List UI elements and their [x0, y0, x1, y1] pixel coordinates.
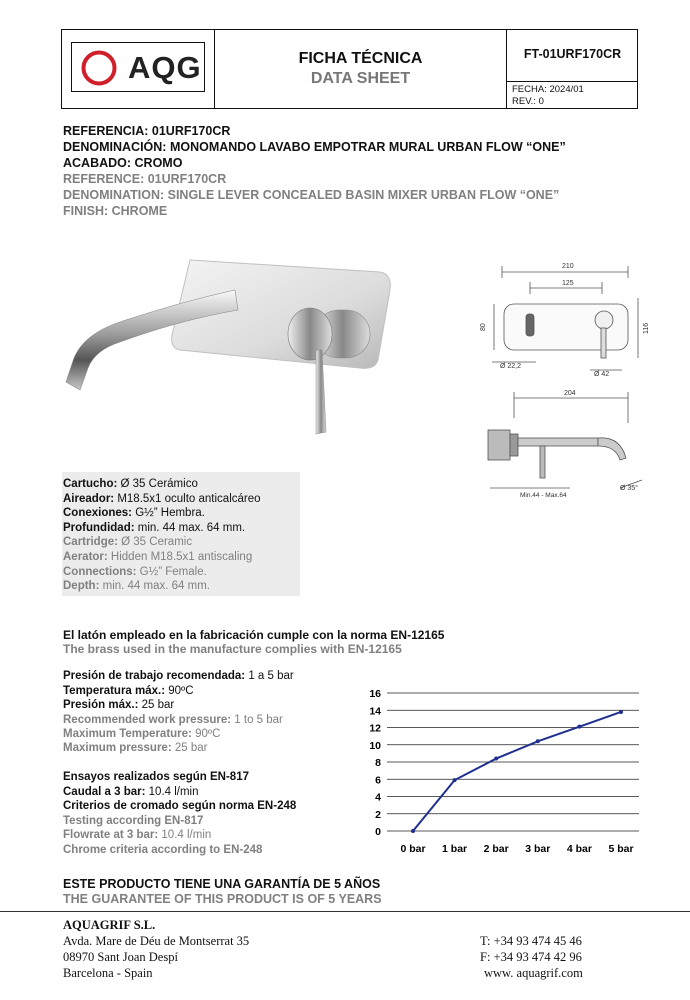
- dim-210: 210: [562, 263, 574, 270]
- finish-en: FINISH: CHROME: [63, 204, 168, 218]
- logo-text: AQG: [128, 50, 202, 85]
- x-tick-label: 5 bar: [608, 843, 634, 855]
- data-point: [411, 829, 415, 833]
- reference-en: REFERENCE: 01URF170CR: [63, 172, 227, 186]
- y-tick-label: 14: [369, 705, 381, 718]
- pressure-line-5: Maximum Temperature: 90ºC: [63, 728, 221, 740]
- title-es: FICHA TÉCNICA: [298, 50, 423, 67]
- tests-line-3: Criterios de cromado según norma EN-248: [63, 800, 297, 812]
- divider: [507, 81, 638, 82]
- tests-line-4: Testing according EN-817: [63, 815, 204, 827]
- footer-divider: [0, 911, 690, 912]
- brass-es: El latón empleado en la fabricación cumple con la norma EN-12165: [63, 628, 445, 642]
- pressure-line-6: Maximum pressure: 25 bar: [63, 742, 208, 754]
- spec-aerator: Aerator: Hidden M18.5x1 antiscaling: [63, 550, 253, 563]
- data-point: [536, 739, 540, 743]
- dim-80: 80: [480, 323, 487, 331]
- y-tick-label: 10: [369, 739, 381, 752]
- pressure-line-2: Temperatura máx.: 90ºC: [63, 685, 194, 697]
- logo: [71, 42, 205, 92]
- finish-es: ACABADO: CROMO: [63, 156, 183, 170]
- tests-line-5: Flowrate at 3 bar: 10.4 l/min: [63, 829, 212, 841]
- spec-depth: Depth: min. 44 max. 64 mm.: [63, 580, 210, 593]
- address-line-1: Avda. Mare de Déu de Montserrat 35: [63, 934, 250, 948]
- dim-42: Ø 42: [594, 371, 610, 378]
- data-point: [577, 725, 581, 729]
- fax: F: +34 93 474 42 96: [480, 950, 582, 964]
- spec-conexiones: Conexiones: G½” Hembra.: [63, 507, 205, 520]
- y-tick-label: 12: [369, 722, 381, 735]
- code-cell: [507, 30, 638, 108]
- flow-chart: [355, 683, 645, 858]
- y-tick-label: 16: [369, 688, 381, 700]
- dim-116: 116: [643, 322, 650, 334]
- spec-box: [62, 472, 300, 596]
- pressure-line-4: Recommended work pressure: 1 to 5 bar: [63, 714, 283, 726]
- x-tick-label: 3 bar: [525, 843, 551, 855]
- y-tick-label: 0: [375, 826, 381, 838]
- x-tick-label: 1 bar: [442, 843, 468, 855]
- spec-connections: Connections: G½” Female.: [63, 565, 207, 578]
- spec-cartridge: Cartridge: Ø 35 Ceramic: [63, 536, 193, 549]
- tests-line-1: Ensayos realizados según EN-817: [63, 771, 249, 783]
- y-tick-label: 8: [375, 757, 381, 769]
- address-line-2: 08970 Sant Joan Despí: [63, 950, 178, 964]
- spec-cartucho: Cartucho: Ø 35 Cerámico: [63, 478, 198, 490]
- address-line-3: Barcelona - Spain: [63, 966, 153, 980]
- logo-ring-icon: [80, 49, 118, 87]
- company-name: AQUAGRIF S.L.: [63, 918, 156, 932]
- title-cell: [215, 30, 507, 108]
- technical-drawing: [470, 258, 660, 503]
- guarantee-es: ESTE PRODUCTO TIENE UNA GARANTÍA DE 5 AÑOS: [63, 877, 381, 891]
- product-image: [60, 250, 400, 440]
- data-point: [619, 710, 623, 714]
- dim-angle: Ø 35°: [620, 485, 638, 492]
- phone: T: +34 93 474 45 46: [480, 934, 582, 948]
- header-table: [61, 29, 638, 109]
- title-en: DATA SHEET: [310, 70, 411, 87]
- y-tick-label: 6: [375, 774, 381, 787]
- logo-cell: [62, 30, 215, 108]
- y-tick-label: 4: [375, 791, 381, 804]
- dim-22: Ø 22,2: [500, 363, 522, 370]
- series-line: [413, 712, 621, 831]
- denomination-en: DENOMINATION: SINGLE LEVER CONCEALED BASIN MIXER URBAN FLOW “ONE”: [63, 188, 560, 202]
- denomination-es: DENOMINACIÓN: MONOMANDO LAVABO EMPOTRAR MURAL URBAN FLOW “ONE”: [63, 140, 566, 154]
- spec-aireador: Aireador: M18.5x1 oculto anticalcáreo: [63, 492, 261, 505]
- tests-line-2: Caudal a 3 bar: 10.4 l/min: [63, 786, 199, 798]
- pressure-line-3: Presión máx.: 25 bar: [63, 699, 175, 711]
- x-tick-label: 0 bar: [400, 843, 426, 855]
- spec-profundidad: Profundidad: min. 44 max. 64 mm.: [63, 521, 246, 534]
- dim-minmax: Min.44 - Max.64: [520, 492, 567, 499]
- revision: REV.: 0: [512, 96, 544, 107]
- guarantee-en: THE GUARANTEE OF THIS PRODUCT IS OF 5 YEARS: [63, 892, 382, 906]
- data-point: [494, 757, 498, 761]
- date: FECHA: 2024/01: [512, 84, 584, 95]
- website-link[interactable]: www. aquagrif.com: [484, 966, 583, 980]
- pressure-line-1: Presión de trabajo recomendada: 1 a 5 bar: [63, 670, 294, 682]
- dim-204: 204: [564, 390, 576, 397]
- data-point: [453, 778, 457, 782]
- brass-en: The brass used in the manufacture complies with EN-12165: [63, 642, 402, 656]
- x-tick-label: 4 bar: [566, 843, 592, 855]
- tests-line-6: Chrome criteria according to EN-248: [63, 844, 263, 856]
- x-tick-label: 2 bar: [483, 843, 509, 855]
- document-code: FT-01URF170CR: [523, 47, 622, 61]
- dim-125: 125: [562, 280, 574, 287]
- y-tick-label: 2: [375, 808, 381, 821]
- reference-es: REFERENCIA: 01URF170CR: [63, 124, 231, 138]
